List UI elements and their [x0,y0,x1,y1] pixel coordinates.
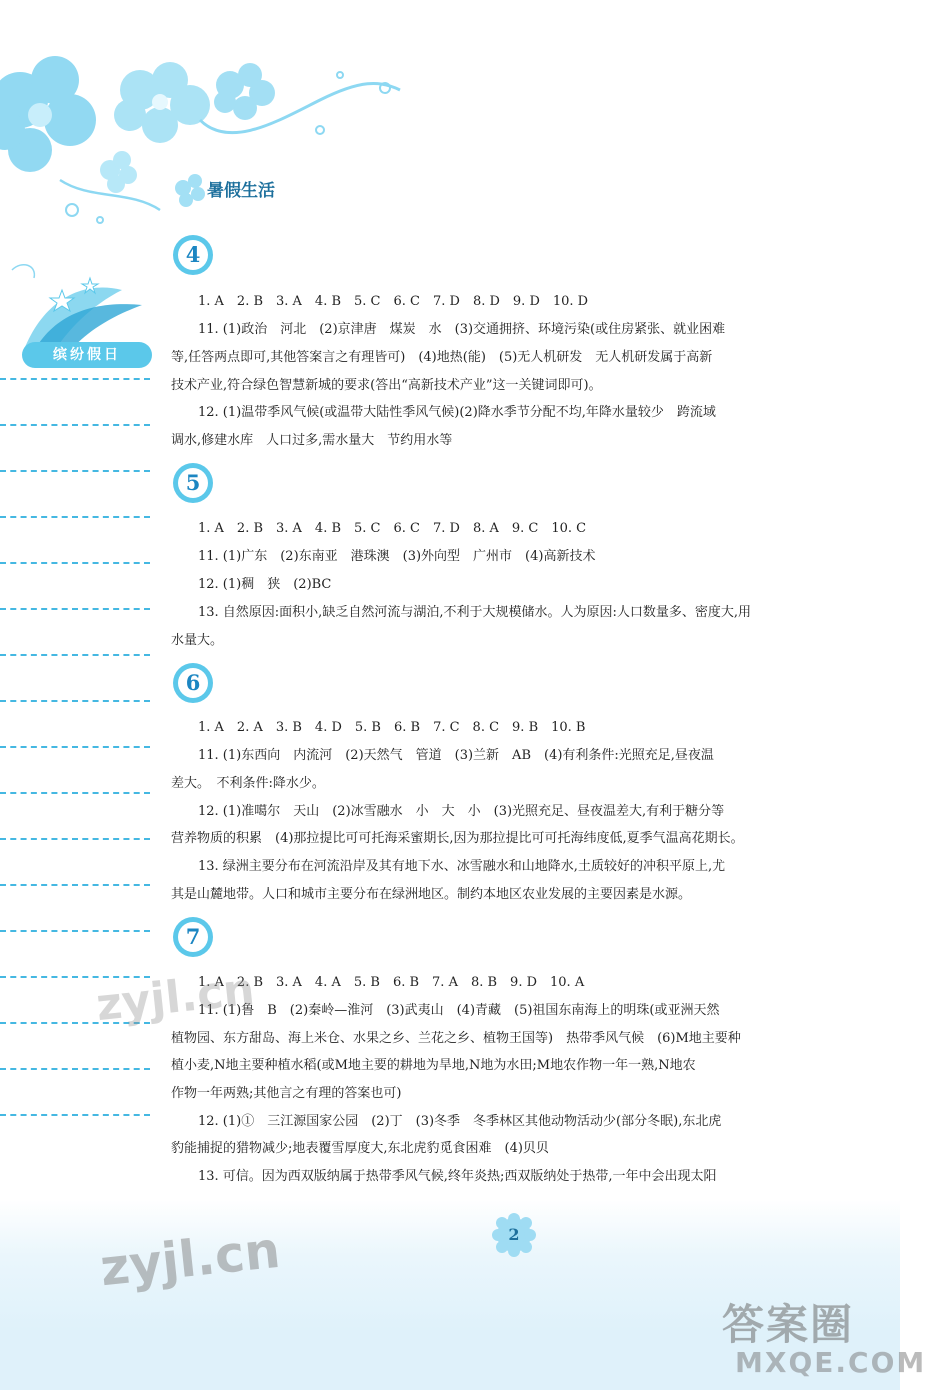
watermark-logo-domain: MXQE.COM [735,1346,926,1379]
note-line [0,1068,150,1070]
answer-line: 等,任答两点即可,其他答案言之有理皆可) (4)地热(能) (5)无人机研发 无人机研发属于高新 [171,350,713,365]
answer-line: 豹能捕捉的猎物减少;地表覆雪厚度大,东北虎豹觅食困难 (4)贝贝 [171,1141,549,1156]
note-line [0,838,150,840]
header-title: 暑假生活 [207,181,275,201]
section-number: 6 [185,670,201,695]
answer-line: 1. A 2. B 3. A 4. A 5. B 6. B 7. A 8. B 9. D 10. A [198,975,585,990]
answer-line: 12. (1)温带季风气候(或温带大陆性季风气候)(2)降水季节分配不均,年降水量较少 跨流域 [198,405,716,420]
answer-line: 1. A 2. A 3. B 4. D 5. B 6. B 7. C 8. C 9. B 10. B [198,720,586,735]
answer-line: 12. (1)① 三江源国家公园 (2)丁 (3)冬季 冬季林区其他动物活动少(部分冬眠),东北虎 [198,1114,722,1129]
answer-line: 11. (1)政治 河北 (2)京津唐 煤炭 水 (3)交通拥挤、环境污染(或住房紧张、就业困难 [198,322,726,337]
note-line [0,1114,150,1116]
note-line [0,562,150,564]
answer-line: 其是山麓地带。人口和城市主要分布在绿洲地区。制约本地区农业发展的主要因素是水源。 [171,887,692,902]
answer-line: 植小麦,N地主要种植水稻(或M地主要的耕地为旱地,N地为水田;M地农作物一年一熟,N地农 [171,1058,696,1073]
watermark-site: zyjl.cn [97,1220,283,1298]
note-line [0,516,150,518]
note-line [0,654,150,656]
note-line [0,424,150,426]
answer-line: 11. (1)广东 (2)东南亚 港珠澳 (3)外向型 广州市 (4)高新技术 [198,549,596,564]
note-line [0,378,150,380]
answer-line: 11. (1)东西向 内流河 (2)天然气 管道 (3)兰新 AB (4)有利条件:光照充足,昼夜温 [198,748,714,763]
page-number: 2 [508,1225,520,1244]
note-line [0,608,150,610]
section-number: 4 [185,242,201,267]
answer-line: 作物一年两熟;其他言之有理的答案也可) [171,1086,402,1101]
note-line [0,884,150,886]
answer-line: 13. 自然原因:面积小,缺乏自然河流与湖泊,不利于大规模储水。人为原因:人口数量多、密度大,用 [198,605,751,620]
section-badge [172,916,214,958]
answer-line: 水量大。 [171,633,224,648]
answer-line: 差大。 不利条件:降水少。 [171,776,325,791]
answer-line: 13. 可信。因为西双版纳属于热带季风气候,终年炎热;西双版纳处于热带,一年中会出现太阳 [198,1169,717,1184]
answer-line: 营养物质的积累 (4)那拉提比可可托海采蜜期长,因为那拉提比可可托海纬度低,夏季气温高花期长。 [171,831,744,846]
answer-line: 植物园、东方甜岛、海上米仓、水果之乡、兰花之乡、植物王国等) 热带季风气候 (6)M地主要种 [171,1031,741,1046]
note-line [0,470,150,472]
note-line [0,700,150,702]
answer-line: 12. (1)准噶尔 天山 (2)冰雪融水 小 大 小 (3)光照充足、昼夜温差大,有利于糖分等 [198,804,725,819]
watermark-site: zyjl.cn [93,963,257,1032]
answer-line: 调水,修建水库 人口过多,需水量大 节约用水等 [171,433,453,448]
answer-line: 11. (1)鲁 B (2)秦岭—淮河 (3)武夷山 (4)青藏 (5)祖国东南海上的明珠(或亚洲天然 [198,1003,720,1018]
section-number: 7 [185,924,201,949]
watermark-logo-text: 答案圈 [722,1300,855,1349]
section-badge [172,462,214,504]
section-badge [172,662,214,704]
answer-line: 13. 绿洲主要分布在河流沿岸及其有地下水、冰雪融水和山地降水,土质较好的冲积平原上,尤 [198,859,726,874]
note-line [0,930,150,932]
side-badge-label: 缤纷假日 [22,342,152,368]
answer-line: 技术产业,符合绿色智慧新城的要求(答出“高新技术产业”这一关键词即可)。 [171,378,602,393]
answer-line: 1. A 2. B 3. A 4. B 5. C 6. C 7. D 8. A 9. C 10. C [198,521,587,536]
answer-line: 1. A 2. B 3. A 4. B 5. C 6. C 7. D 8. D 9. D 10. D [198,294,589,309]
floral-decoration [0,60,420,230]
answer-line: 12. (1)稠 狭 (2)BC [198,577,332,592]
note-line [0,746,150,748]
section-badge [172,234,214,276]
section-number: 5 [185,470,201,495]
note-line [0,792,150,794]
